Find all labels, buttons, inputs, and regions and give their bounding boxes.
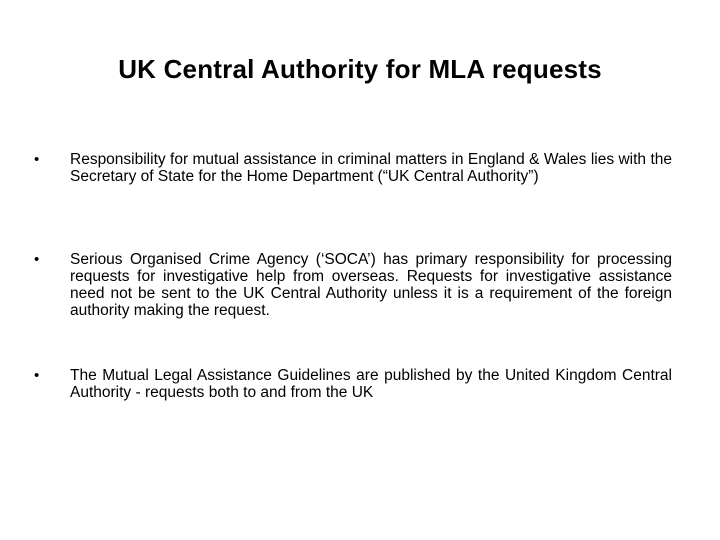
bullet-text: Serious Organised Crime Agency (‘SOCA’) has primary responsibility for processing requests for investigative help from overseas. Requests for investigative assistance need not be sent to the UK Central Authority unless it is a requirement of the foreign authority making the request. <box>70 251 672 319</box>
bullet-text: The Mutual Legal Assistance Guidelines are published by the United Kingdom Central Authority - requests both to and from the UK <box>70 367 672 401</box>
bullet-text: Responsibility for mutual assistance in criminal matters in England & Wales lies with the Secretary of State for the Home Department (“UK Central Authority”) <box>70 151 672 185</box>
slide-title: UK Central Authority for MLA requests <box>118 54 602 84</box>
bullet-icon: • <box>34 251 40 268</box>
bullet-icon: • <box>34 367 40 384</box>
bullet-icon: • <box>34 151 40 168</box>
